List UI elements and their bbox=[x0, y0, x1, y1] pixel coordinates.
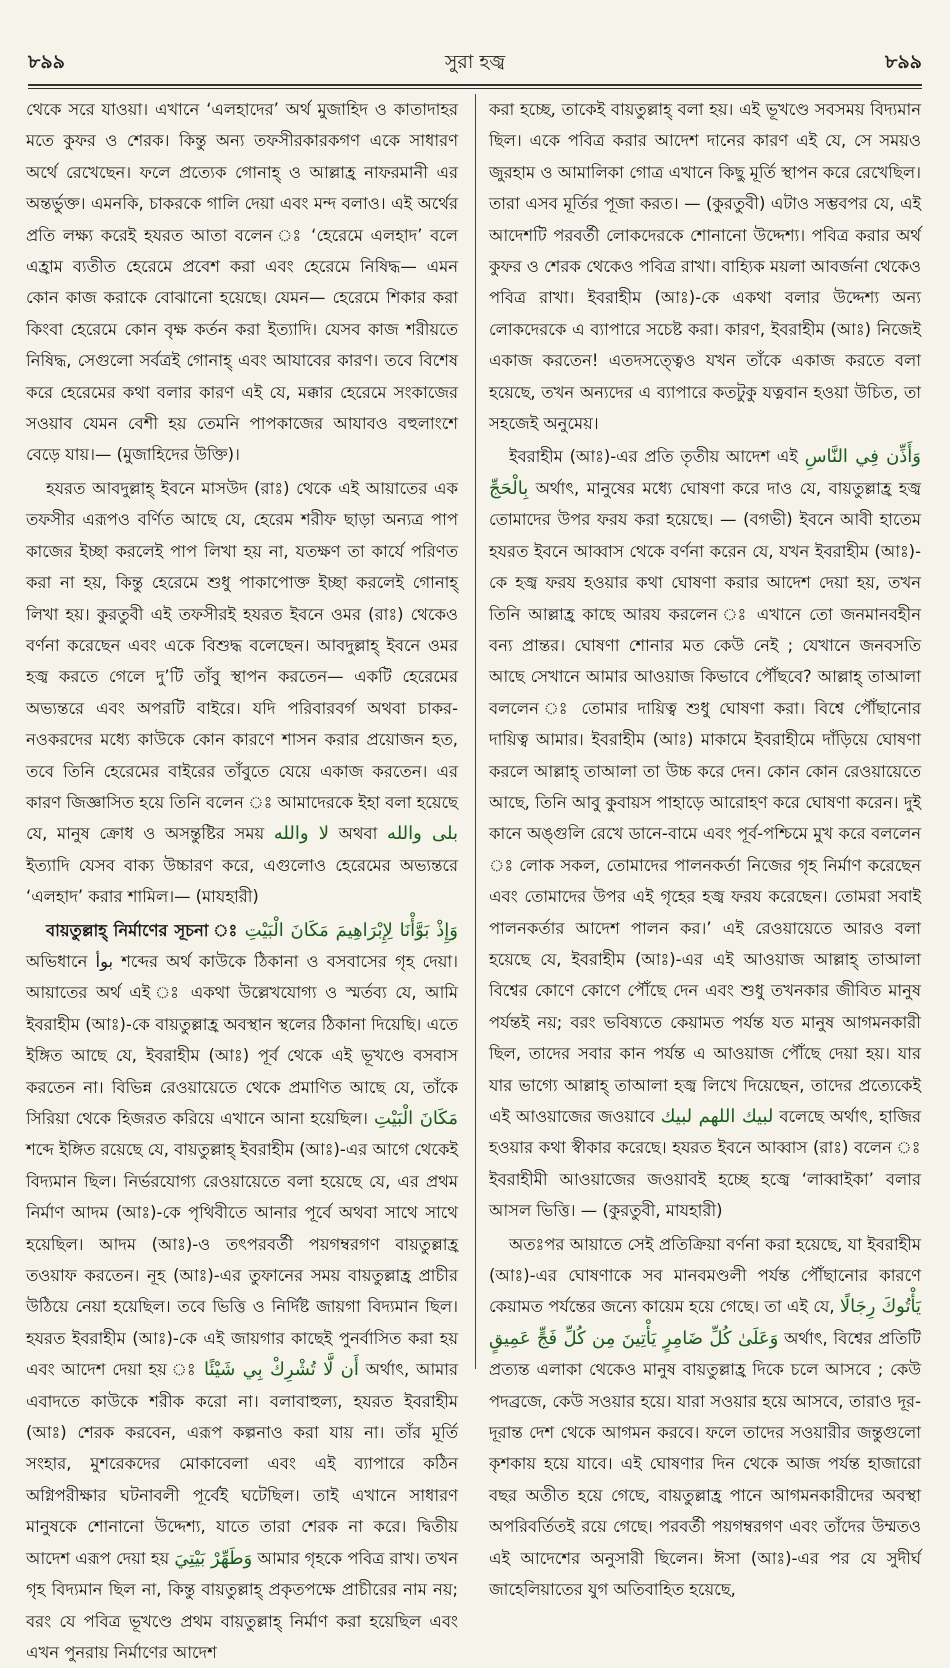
page-number-right: ৮৯৯ bbox=[885, 51, 922, 73]
paragraph-text: অর্থাৎ, বিশ্বের প্রতিটি প্রত্যন্ত এলাকা থেকেও মানুষ বায়তুল্লাহ্র দিকে চলে আসবে ; কেউ পদব্রজে, কেউ সওয়ার হয়ে। যারা সওয়ার হয়ে আসবে, তারাও দূর-দূরান্ত দেশ থেকে আগমন করবে। ফলে তাদের সওয়ারীর জন্তুগুলো কৃশকায় হয়ে যাবে। এই ঘোষণার দিন থেকে আজ পর্যন্ত হাজারো বছর অতীত হয়ে গেছে, বায়তুল্লাহ্র পানে আগমনকারীদের অবস্থা অপরিবর্তিতই রয়ে গেছে। পরবর্তী পয়গম্বরগণ এবং তাঁদের উম্মতও এই আদেশের অনুসারী ছিলেন। ঈসা (আঃ)-এর পর যে সুদীর্ঘ জাহেলিয়াতের যুগ অতিবাহিত হয়েছে, bbox=[489, 1328, 921, 1600]
paragraph-text: হযরত আবদুল্লাহ্ ইবনে মাসউদ (রাঃ) থেকে এই আয়াতের এক তফসীর এরূপও বর্ণিত আছে যে, হেরেম শরীফ ছাড়া অন্যত্র পাপ কাজের ইচ্ছা করলেই পাপ লিখা হয় না, যতক্ষণ তা কার্যে পরিণত করা না হয়, কিন্তু হেরেমে শুধু পাকাপোক্ত ইচ্ছা করলেই গোনাহ্ লিখা হয়। কুরতুবী এই তফসীরই হযরত ইবনে ওমর (রাঃ) থেকেও বর্ণনা করেছেন এবং একে বিশুদ্ধ বলেছেন। আবদুল্লাহ্ ইবনে ওমর হজ্ব করতে গেলে দু’টি তাঁবু স্থাপন করতেন— একটি হেরেমের অভ্যন্তরে এবং অপরটি বাইরে। যদি পরিবারবর্গ অথবা চাকর-নওকরদের মধ্যে কাউকে কোন কারণে শাসন করার প্রয়োজন হত, তবে তিনি হেরেমের বাইরের তাঁবুতে যেয়ে একাজ করতেন। এর কারণ জিজ্ঞাসিত হয়ে তিনি বলেন ঃ আমাদেরকে ইহা বলা হয়েছে যে, মানুষ ক্রোধ ও অসন্তুষ্টির সময় bbox=[26, 478, 458, 844]
arabic-phrase: بلى والله bbox=[387, 823, 458, 845]
paragraph-text: বলেছে অর্থাৎ, হাজির হওয়ার কথা স্বীকার করেছে। হযরত ইবনে আব্বাস (রাঃ) বলেন ঃ ইবরাহীমী আওয়াজের জওয়াবই হচ্ছে হজ্বে ‘লাব্বাইকা’ বলার আসল ভিত্তি। — (কুরতুবী, মাযহারী) bbox=[489, 1107, 922, 1221]
paragraph bbox=[26, 915, 458, 1668]
paragraph-text: অর্থাৎ, মানুষের মধ্যে ঘোষণা করে দাও যে, বায়তুল্লাহ্র হজ্ব তোমাদের উপর ফরয করা হয়েছে। — (বগভী) ইবনে আবী হাতেম হযরত ইবনে আব্বাস থেকে বর্ণনা করেন যে, যখন ইবরাহীম (আঃ)-কে হজ্ব ফরয হওয়ার কথা ঘোষণা করার আদেশ দেয়া হয়, তখন তিনি আল্লাহ্র কাছে আরয করলেন ঃ এখানে তো জনমানবহীন বন্য প্রান্তর। ঘোষণা শোনার মত কেউ নেই ; যেখানে জনবসতি আছে সেখানে আমার আওয়াজ কিভাবে পৌঁছবে? আল্লাহ্ তাআলা বললেন ঃ তোমার দায়িত্ব শুধু ঘোষণা করা। বিশ্বে পৌঁছানোর দায়িত্ব আমার। ইবরাহীম (আঃ) মাকামে ইবরাহীমে দাঁড়িয়ে ঘোষণা করলে আল্লাহ্ তাআলা তা উচ্চ করে দেন। কোন কোন রেওয়ায়েতে আছে, তিনি আবু কুবায়স পাহাড়ে আরোহণ করে ঘোষণা করেন। দুই কানে অঙ্গুলি রেখে ডানে-বামে এবং পূর্ব-পশ্চিমে মুখ করে বললেন ঃ লোক সকল, তোমাদের পালনকর্তা নিজের গৃহ নির্মাণ করেছেন এবং তোমাদের উপর এই গৃহের হজ্ব ফরয করেছেন। তোমরা সবাই পালনকর্তার আদেশ পালন কর।’ এই রেওয়ায়েতে আরও বলা হয়েছে যে, ইবরাহীম (আঃ)-এর এই আওয়াজ আল্লাহ্ তাআলা বিশ্বের কোণে কোণে পৌঁছে দেন এবং শুধু তখনকার জীবিত মানুষ পর্যন্তই নয়; বরং ভবিষ্যতে কেয়ামত পর্যন্ত যত মানুষ আগমনকারী ছিল, তাদের সবার কান পর্যন্ত এ আওয়াজ পৌঁছে দেয়া হয়। যার যার ভাগ্যে আল্লাহ্ তাআলা হজ্ব লিখে দিয়েছেন, তাদের প্রত্যেকেই এই আওয়াজের জওয়াবে bbox=[489, 478, 921, 1126]
paragraph-text: ইবরাহীম (আঃ)-এর প্রতি তৃতীয় আদেশ এই bbox=[509, 447, 798, 467]
arabic-phrase: لبيك اللهم لبيك bbox=[660, 1106, 774, 1127]
left-column bbox=[26, 94, 458, 1662]
paragraph bbox=[489, 94, 921, 439]
paragraph-text: অভিধানে بوأ শব্দের অর্থ কাউকে ঠিকানা ও বসবাসের গৃহ দেয়া। আয়াতের অর্থ এই ঃ একথা উল্লেখযোগ্য ও স্মর্তব্য যে, আমি ইবরাহীম (আঃ)-কে বায়তুল্লাহ্র অবস্থান স্থলের ঠিকানা দিয়েছি। এতে ইঙ্গিত আছে যে, ইবরাহীম (আঃ) পূর্ব থেকে এই ভূখণ্ডে বসবাস করতেন না। বিভিন্ন রেওয়ায়েতে থেকে প্রমাণিত আছে যে, তাঁকে সিরিয়া থেকে হিজরত করিয়ে এখানে আনা হয়েছিল। bbox=[26, 951, 458, 1128]
page-header bbox=[28, 38, 922, 78]
section-heading: বায়তুল্লাহ্ নির্মাণের সূচনা ঃ bbox=[46, 920, 239, 940]
arabic-verse: يَأْتُوكَ رِجَالًا وَعَلَىٰ كُلِّ ضَامِرٍ يَأْتِينَ مِن كُلِّ فَجٍّ عَمِيقٍ bbox=[489, 1296, 921, 1349]
arabic-verse: وَإِذْ بَوَّأْنَا لِإِبْرَاهِيمَ مَكَانَ الْبَيْتِ bbox=[244, 919, 458, 941]
paragraph-text: আমার গৃহকে পবিত্র রাখ। তখন গৃহ বিদ্যমান ছিল না, কিন্তু বায়তুল্লাহ্ প্রকৃতপক্ষে প্রাচীরের নাম নয়; বরং যে পবিত্র ভূখণ্ডে প্রথম বায়তুল্লাহ্ নির্মাণ করা হয়েছিল এবং এখন পুনরায় নির্মাণের আদেশ bbox=[26, 1548, 458, 1662]
surah-title: সুরা হজ্ব bbox=[444, 51, 506, 73]
paragraph-text: থেকে সরে যাওয়া। এখানে ‘এলহাদের’ অর্থ মুজাহিদ ও কাতাদাহর মতে কুফর ও শেরক। কিন্তু অন্য তফসীরকারকগণ একে সাধারণ অর্থে রেখেছেন। ফলে প্রত্যেক গোনাহ্ ও আল্লাহ্র নাফরমানী এর অন্তর্ভুক্ত। এমনকি, চাকরকে গালি দেয়া এবং মন্দ বলাও। এই অর্থের প্রতি লক্ষ্য করেই হযরত আতা বলেন ঃ ‘হেরেমে এলহাদ’ বলে এহ্রাম ব্যতীত হেরেমে প্রবেশ করা এবং হেরেমে নিষিদ্ধ— এমন কোন কাজ করাকে বোঝানো হয়েছে। যেমন— হেরেমে শিকার করা কিংবা হেরেমে কোন বৃক্ষ কর্তন করা ইত্যাদি। যেসব কাজ শরীয়তে নিষিদ্ধ, সেগুলো সর্বত্রই গোনাহ্ এবং আযাবের কারণ। তবে বিশেষ করে হেরেমের কথা বলার কারণ এই যে, মক্কার হেরেমে সংকাজের সওয়াব যেমন বেশী হয় তেমনি পাপকাজের আযাবও বহুলাংশে বেড়ে যায়।— (মুজাহিদের উক্তি)। bbox=[26, 100, 458, 465]
arabic-phrase: وَطَهِّرْ بَيْتِيَ bbox=[174, 1547, 253, 1569]
paragraph-text: ইত্যাদি যেসব বাক্য উচ্চারণ করে, এগুলোও হেরেমের অভ্যন্তরে ‘এলহাদ’ করার শামিল।— (মাযহারী) bbox=[26, 855, 458, 907]
right-column bbox=[489, 94, 922, 1600]
paragraph bbox=[26, 94, 458, 471]
arabic-verse: أَن لَّا تُشْرِكْ بِي شَيْئًا bbox=[203, 1359, 359, 1381]
header-rule bbox=[28, 84, 922, 86]
arabic-verse: وَأَذِّن فِي النَّاسِ بِالْحَجِّ bbox=[489, 446, 921, 499]
paragraph-text: করা হচ্ছে, তাকেই বায়তুল্লাহ্ বলা হয়। এই ভূখণ্ডে সবসময় বিদ্যমান ছিল। একে পবিত্র করার আদেশ দানের কারণ এই যে, সে সময়ও জুরহাম ও আমালিকা গোত্র এখানে কিছু মূর্তি স্থাপন করে রেখেছিল। তারা এসব মূর্তির পূজা করত। — (কুরতুবী) এটাও সম্ভবপর যে, এই আদেশটি পরবর্তী লোকদেরকে শোনানো উদ্দেশ্য। পবিত্র করার অর্থ কুফর ও শেরক থেকেও পবিত্র রাখা। বাহ্যিক ময়লা আবর্জনা থেকেও পবিত্র রাখা। ইবরাহীম (আঃ)-কে একথা বলার উদ্দেশ্য অন্য লোকদেরকে এ ব্যাপারে সচেষ্ট করা। কারণ, ইবরাহীম (আঃ) নিজেই একাজ করতেন! এতদসত্ত্বেও যখন তাঁকে একাজ করতে বলা হয়েছে, তখন অন্যদের এ ব্যাপারে কতটুকু যত্নবান হওয়া উচিত, তা সহজেই অনুমেয়। bbox=[489, 100, 921, 434]
paragraph-text: অর্থাৎ, আমার এবাদতে কাউকে শরীক করো না। বলাবাহুল্য, হযরত ইবরাহীম (আঃ) শেরক করবেন, এরূপ কল্পনাও করা যায় না। তাঁর মূর্তি সংহার, মুশরেকদের মোকাবেলা এবং এই ব্যাপারে কঠিন অগ্নিপরীক্ষার ঘটনাবলী পূর্বেই ঘটেছিল। তাই এখানে সাধারণ মানুষকে শোনানো উদ্দেশ্য, যাতে তারা শেরক না করে। দ্বিতীয় আদেশ এরূপ দেয়া হয় bbox=[26, 1360, 458, 1568]
column-divider bbox=[475, 94, 476, 1369]
paragraph bbox=[489, 441, 921, 1226]
header-rule-thin bbox=[28, 88, 922, 89]
arabic-phrase: لا والله bbox=[273, 823, 330, 845]
page-number-left: ৮৯৯ bbox=[28, 51, 65, 73]
paragraph-text: শব্দে ইঙ্গিত রয়েছে যে, বায়তুল্লাহ্ ইবরাহীম (আঃ)-এর আগে থেকেই বিদ্যমান ছিল। নির্ভরযোগ্য রেওয়ায়েতে বলা হয়েছে যে, এর প্রথম নির্মাণ আদম (আঃ)-কে পৃথিবীতে আনার পূর্বে অথবা সাথে সাথে হয়েছিল। আদম (আঃ)-ও তৎপরবর্তী পয়গম্বরগণ বায়তুল্লাহ্র তওয়াফ করতেন। নূহ (আঃ)-এর তুফানের সময় বায়তুল্লাহ্র প্রাচীর উঠিয়ে নেয়া হয়েছিল। তবে ভিত্তি ও নির্দিষ্ট জায়গা বিদ্যমান ছিল। হযরত ইবরাহীম (আঃ)-কে এই জায়গার কাছেই পুনর্বাসিত করা হয় এবং আদেশ দেয়া হয় ঃ bbox=[26, 1140, 458, 1380]
paragraph bbox=[26, 473, 458, 913]
paragraph-text: অথবা bbox=[329, 824, 388, 844]
paragraph-text: অতঃপর আয়াতে সেই প্রতিক্রিয়া বর্ণনা করা হয়েছে, যা ইবরাহীম (আঃ)-এর ঘোষণাকে সব মানবমণ্ডলী পর্যন্ত পৌঁছানোর কারণে কেয়ামত পর্যন্তের জন্যে কায়েম হয়ে গেছে। তা এই যে, bbox=[489, 1234, 921, 1317]
paragraph bbox=[489, 1229, 921, 1606]
arabic-phrase: مَكَانَ الْبَيْتِ bbox=[374, 1108, 458, 1129]
